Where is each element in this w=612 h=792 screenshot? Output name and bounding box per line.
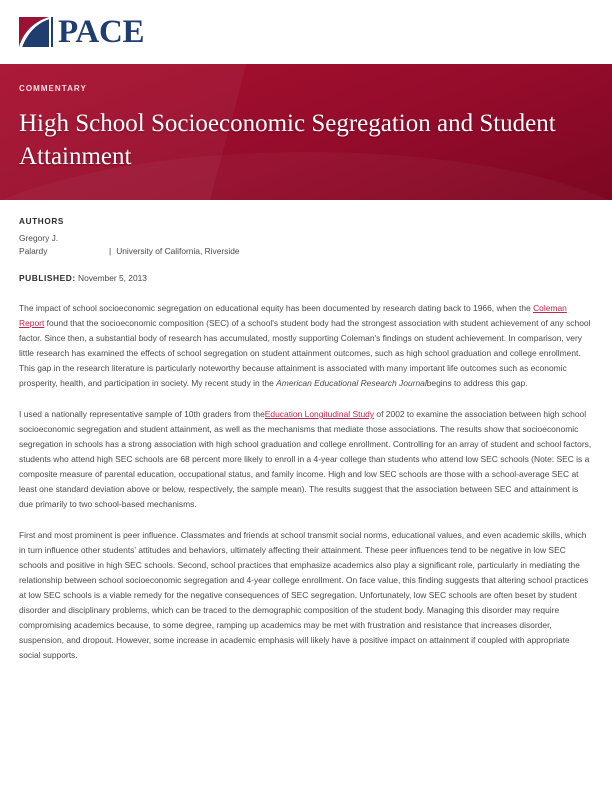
paragraph-2 [19, 407, 593, 512]
author-block [19, 232, 593, 259]
p1-text-c: begins to address this gap. [426, 377, 528, 388]
site-header [0, 0, 612, 64]
authors-label: AUTHORS [19, 216, 65, 226]
published-date: November 5, 2013 [78, 272, 147, 283]
author-affiliation: University of California, Riverside [116, 246, 240, 257]
paragraph-3: First and most prominent is peer influence. Classmates and friends at school transmit social norms, educational values, and even academic skills, which in turn influence other students' attitudes and behaviors, ultimately affecting their attainment. These peer influences tend to be negative in low SEC schools and positive in high SEC schools. Second, school practices that emphasize academics also play a significant role, particularly in mediating the relationship between school socioeconomic segregation and 4-year college enrollment. On face value, this finding suggests that altering school practices at low SEC schools is a viable remedy for the negative consequences of SEC segregation. Unfortunately, low SEC schools are often beset by student disorder and disciplinary problems, which can be traced to the demographic composition of the student body. Managing this disorder may require compromising academics because, to some degree, ramping up academics may be met with frustration and resistance that increases disorder, suspension, and dropout. However, some increase in academic emphasis will likely have a positive impact on attainment if coupled with appropriate social supports. [19, 530, 589, 661]
p2-text-b: of 2002 to examine the association between high school socioeconomic segregation and student attainment, as well as the mechanisms that mediate those associations. The results show that socioeconomic segregation in schools has a strong association with high school graduation and college enrollment. Controlling for an array of student and school factors, students who attend high SEC schools are 68 percent more likely to enroll in a 4-year college than students who attend low SEC schools (Note: SEC is a composite measure of parental education, occupational status, and family income. High and low SEC schools are those with a school-average SEC at least one standard deviation above or below, respectively, the sample mean). The results suggest that the association between SEC and attainment is due primarily to two school-based mechanisms. [19, 408, 592, 510]
pace-logo-mark-icon [19, 17, 53, 47]
author-name-second-line: Palardy [19, 246, 48, 257]
content-type-eyebrow: COMMENTARY [19, 84, 87, 93]
paragraph-1 [19, 301, 593, 391]
journal-title-italic: American Educational Research Journal [276, 377, 427, 388]
published-line [19, 273, 593, 283]
article-body [0, 200, 612, 664]
author-name-first-line: Gregory J. [19, 232, 59, 243]
pace-logo[interactable] [19, 13, 145, 50]
coleman-report-link[interactable]: Coleman Report [19, 302, 567, 328]
pace-wordmark: PACE [58, 13, 145, 50]
author-separator: | [109, 246, 112, 257]
title-banner [0, 64, 612, 200]
education-longitudinal-study-link[interactable]: Education Longitudinal Study [264, 408, 375, 419]
author-affiliation-row [19, 245, 593, 259]
p2-text-a: I used a nationally representative sample of 10th graders from the [19, 408, 265, 419]
page-title: High School Socioeconomic Segregation and Student Attainment [19, 110, 556, 171]
published-label: PUBLISHED: [19, 272, 76, 283]
p1-text-b: found that the socioeconomic composition (SEC) of a school's student body had the strongest association with student achievement of any school factor. Since then, a substantial body of research has accumulated, mostly supporting Coleman's findings on student achievement. In comparison, very little research has examined the effects of school segregation on student attainment outcomes, such as high school graduation and college enrollment. This gap in the research literature is particularly noteworthy because attainment is associated with many important life outcomes such as economic prosperity, health, and participation in society. My recent study in the [19, 317, 591, 388]
p1-text-a: The impact of school socioeconomic segregation on educational equity has been documented by research dating back to 1966, when the [19, 302, 534, 313]
